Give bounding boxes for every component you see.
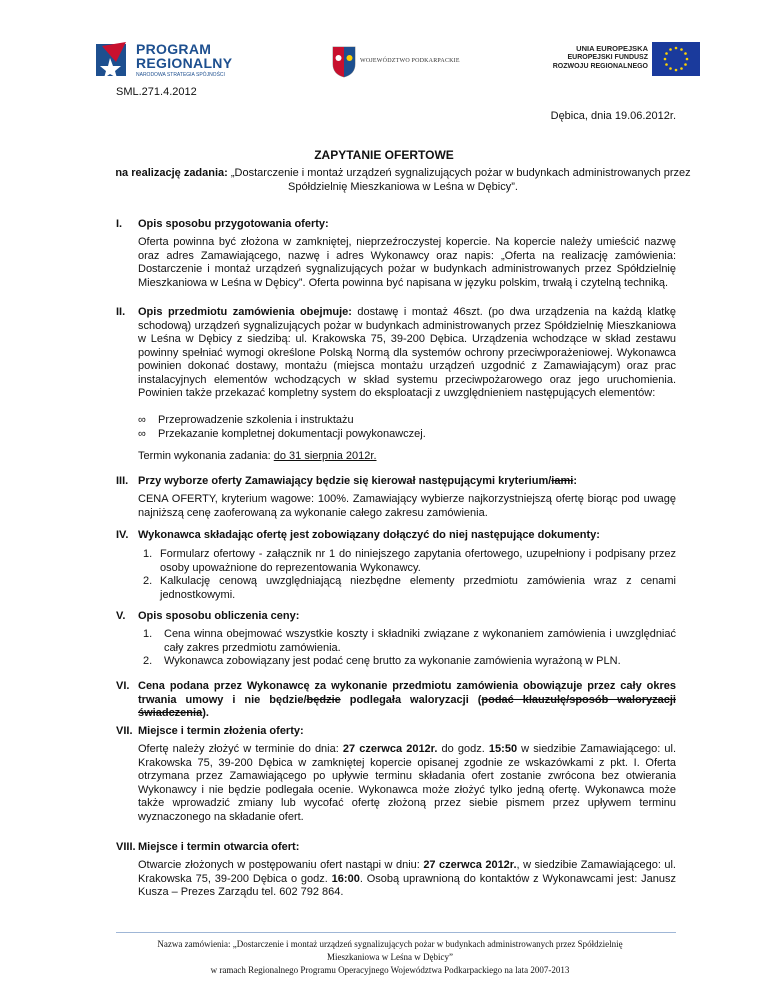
section-2-number: II. [116, 306, 126, 318]
eu-flag-icon [652, 42, 700, 76]
section-5-item-1-number: 1. [143, 628, 153, 640]
section-7-number: VII. [116, 725, 133, 737]
section-8-number: VIII. [116, 841, 136, 853]
bullet-icon: ∞ [138, 414, 146, 426]
bullet-icon: ∞ [138, 428, 146, 440]
section-4-item-1-number: 1. [143, 548, 153, 560]
section-2-text: Opis przedmiotu zamówienia obejmuje: dostawę i montaż 46szt. (po dwa urządzenia na każdą klatkę schodową) urządzeń sygnalizujących pożar w budynkach administrowanych przez Spółdzielnię Mieszkaniowa w Leśna w Dębicy z siedzibą: ul. Krakowska 75, 39-200 Dębica. Urządzenia wchodzące w skład zestawu powinny spełniać wymogi określone Polską Normą dla systemów ochrony przeciwporażeniowej. Wykonawca powinien dokonać dostawy, montażu (miejsca montażu urządzeń uzgodnić z Zamawiającym) oraz prac instalacyjnych elementów wchodzących w skład systemu przeciwpożarowego oraz jego uruchomienia. Powinien także przekazać kompletny system do eksploatacji z uwzględnieniem następujących elementów: [138, 306, 676, 399]
section-6-number: VI. [116, 680, 130, 692]
section-5-item-1: Cena winna obejmować wszystkie koszty i składniki związane z wykonaniem zamówienia i uwzględniać cały zakres przedmiotu zamówienia. [164, 628, 676, 654]
eu-logo [550, 42, 700, 82]
section-7-heading: Miejsce i termin złożenia oferty: [138, 725, 304, 737]
section-4-heading: Wykonawca składając ofertę jest zobowiązany dołączyć do niej następujące dokumenty: [138, 529, 600, 541]
section-6-text: Cena podana przez Wykonawcę za wykonanie przedmiotu zamówienia obowiązuje przez cały okres trwania umowy i nie będzie/będzie podlegała waloryzacji (podać klauzulę/sposób waloryzacji świadczenia). [138, 680, 676, 719]
footer-line-1: Nazwa zamówienia: „Dostarczenie i montaż urządzeń sygnalizujących pożar w budynkach administrowanych przez Spółdzielnię [157, 939, 623, 949]
section-5-heading: Opis sposobu obliczenia ceny: [138, 610, 300, 622]
section-8-heading: Miejsce i termin otwarcia ofert: [138, 841, 300, 853]
footer-divider [116, 932, 676, 933]
program-regionalny-title: PROGRAM REGIONALNY [136, 41, 233, 71]
section-5-item-2: Wykonawca zobowiązany jest podać cenę brutto za wykonanie zamówienia wyrażoną w PLN. [164, 655, 621, 667]
document-title: ZAPYTANIE OFERTOWE [314, 148, 454, 162]
program-regionalny-subtitle: NARODOWA STRATEGIA SPÓJNOŚCI [136, 72, 225, 78]
section-2-bullet-1: Przeprowadzenie szkolenia i instruktażu [158, 414, 354, 426]
section-3-number: III. [116, 475, 129, 487]
section-2-term: Termin wykonania zadania: do 31 sierpnia 2012r. [138, 450, 377, 462]
footer-line-3: w ramach Regionalnego Programu Operacyjnego Województwa Podkarpackiego na lata 2007-2013 [210, 965, 570, 975]
section-2-bullet-2: Przekazanie kompletnej dokumentacji powykonawczej. [158, 428, 426, 440]
section-3-text: CENA OFERTY, kryterium wagowe: 100%. Zamawiający wybierze najkorzystniejszą ofertę biorąc pod uwagę najniższą cenę zaoferowaną za wykonanie całego zakresu zamówienia. [138, 493, 676, 519]
document-subtitle: na realizację zadania: „Dostarczenie i montaż urządzeń sygnalizujących pożar w budynkach administrowanych przez Spółdzielnię Mieszkaniowa w Leśna w Dębicy”. [115, 167, 691, 193]
section-5-number: V. [116, 610, 126, 622]
document-date: Dębica, dnia 19.06.2012r. [550, 110, 676, 122]
section-3-heading: Przy wyborze oferty Zamawiający będzie się kierował następującymi kryterium/iami: [138, 475, 577, 487]
reference-number: SML.271.4.2012 [116, 86, 197, 98]
wojewodztwo-name: WOJEWÓDZTWO PODKARPACKIE [360, 58, 460, 64]
footer [100, 938, 680, 977]
coat-of-arms-icon [332, 46, 356, 78]
section-4-item-1: Formularz ofertowy - załącznik nr 1 do niniejszego zapytania ofertowego, uzupełniony i podpisany przez osoby upoważnione do reprezentowania Wykonawcy. [160, 548, 676, 574]
program-regionalny-star-icon [96, 40, 130, 78]
section-4-item-2: Kalkulację cenową uwzględniającą niezbędne elementy przedmiotu zamówienia wraz z cenami jednostkowymi. [160, 575, 676, 601]
section-8-text: Otwarcie złożonych w postępowaniu ofert nastąpi w dniu: 27 czerwca 2012r., w siedzibie Zamawiającego: ul. Krakowska 75, 39-200 Dębica o godz. 16:00. Osobą uprawnioną do kontaktów z Wykonawcami jest: Janusz Kusza – Prezes Zarządu tel. 602 792 864. [138, 859, 676, 898]
section-5-item-2-number: 2. [143, 655, 153, 667]
eu-text: UNIA EUROPEJSKA EUROPEJSKI FUNDUSZ ROZWOJU REGIONALNEGO [552, 44, 648, 70]
section-7-text: Ofertę należy złożyć w terminie do dnia: 27 czerwca 2012r. do godz. 15:50 w siedzibie Zamawiającego: ul. Krakowska 75, 39-200 Dębica w zamkniętej kopercie opisanej zgodnie ze wskazówkami z pkt. I. Oferta otrzymana przez Zamawiającego po upływie terminu składania ofert zostanie zwrócona bez otwierania Wykonawcy i nie będzie podlegała ocenie. Wykonawca może złożyć tylko jedną ofertę. Wykonawca może także wprowadzić zmiany lub wycofać ofertę złożoną przez siebie pismem przez upływem terminu wyznaczonego na składanie ofert. [138, 743, 676, 823]
section-4-number: IV. [116, 529, 129, 541]
section-1-number: I. [116, 218, 123, 230]
section-1-text: Oferta powinna być złożona w zamkniętej, nieprzeźroczystej kopercie. Na kopercie należy umieścić nazwę oraz adres Zamawiającego, nazwę i adres Wykonawcy oraz napis: „Oferta na realizację zamówienia: Dostarczenie i montaż urządzeń sygnalizujących pożar w budynkach administrowanych przez Spółdzielnię Mieszkaniowa w Leśna w Dębicy”. Oferta powinna być napisana w języku polskim, trwałą i czytelną techniką. [138, 236, 676, 289]
program-regionalny-logo [96, 40, 246, 88]
section-1-heading: Opis sposobu przygotowania oferty: [138, 218, 329, 230]
wojewodztwo-logo [332, 46, 482, 82]
section-4-item-2-number: 2. [143, 575, 153, 587]
footer-line-2: Mieszkaniowa w Leśna w Dębicy” [327, 952, 453, 962]
